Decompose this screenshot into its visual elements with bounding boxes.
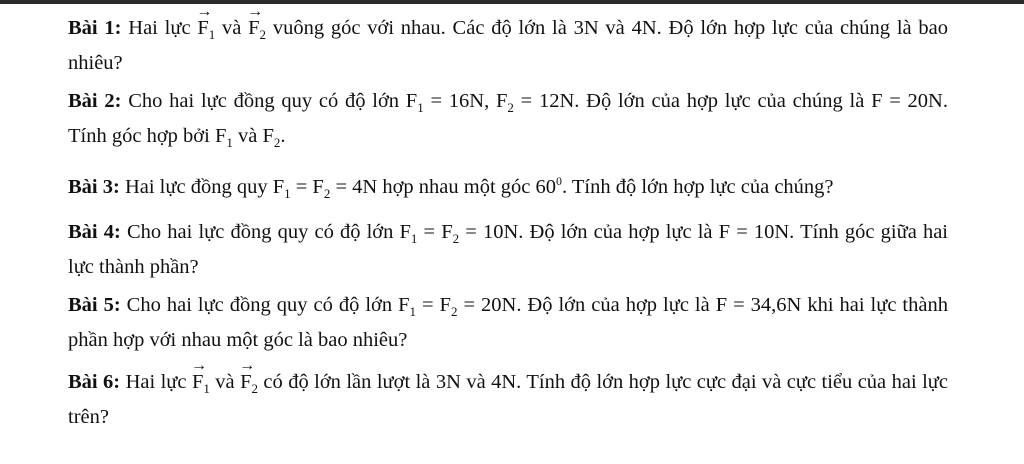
problem-label: Bài 2: — [68, 90, 122, 113]
problem-text: Cho hai lực đồng quy có độ lớn F — [120, 221, 411, 244]
problem-5 — [68, 291, 948, 354]
subscript: 1 — [417, 100, 424, 116]
problem-6 — [68, 357, 948, 431]
problem-1 — [68, 3, 948, 77]
problem-text: và — [215, 17, 249, 39]
vector-subscript: 2 — [259, 27, 267, 43]
problem-text: = F — [290, 176, 324, 199]
problem-text: Hai lực — [120, 371, 192, 394]
vector-subscript: 1 — [203, 381, 210, 397]
subscript: 1 — [226, 135, 233, 151]
vector-symbol: F — [240, 371, 252, 394]
problem-4 — [68, 218, 948, 281]
vector-symbol: F — [248, 17, 260, 39]
vector-arrow-icon: → — [196, 3, 213, 20]
problem-text: = F — [417, 221, 453, 244]
problem-text: = F — [416, 294, 451, 317]
problem-text: và F — [232, 125, 274, 148]
problem-text: Cho hai lực đồng quy có độ lớn F — [121, 90, 418, 113]
problem-text: Hai lực — [121, 17, 198, 39]
subscript: 2 — [323, 186, 331, 202]
problem-label: Bài 3: — [68, 176, 120, 199]
vector-f1 — [190, 357, 210, 403]
vector-arrow-icon: → — [239, 357, 256, 375]
top-border — [0, 0, 1024, 4]
subscript: 2 — [507, 100, 514, 116]
vector-f2 — [247, 3, 267, 49]
subscript: 2 — [450, 304, 458, 320]
problem-3 — [68, 167, 948, 208]
subscript: 1 — [284, 186, 291, 202]
problem-label: Bài 6: — [68, 371, 121, 394]
problem-sheet — [68, 3, 948, 441]
vector-arrow-icon: → — [190, 357, 207, 375]
problem-text: = 20N. Độ lớn của hợp lực là F = 34,6N khi hai lực thành phần hợp với nhau một góc là bao nhiêu? — [68, 294, 948, 352]
problem-text: có độ lớn lần lượt là 3N và 4N. Tính độ lớn hợp lực cực đại và cực tiểu của hai lực trên? — [68, 371, 948, 429]
vector-arrow-icon: → — [247, 3, 264, 20]
subscript: 1 — [409, 304, 417, 320]
vector-subscript: 2 — [251, 381, 258, 397]
problem-text: = 12N. Độ lớn của hợp lực của chúng là F = 20N. Tính góc hợp bởi F — [68, 90, 948, 148]
problem-text: Hai lực đồng quy F — [119, 176, 285, 199]
subscript: 1 — [410, 231, 418, 247]
problem-2 — [68, 87, 948, 157]
problem-label: Bài 5: — [68, 294, 121, 317]
problem-text: . — [280, 125, 286, 148]
problem-text: . Tính độ lớn hợp lực của chúng? — [562, 176, 834, 199]
problem-text: = 4N hợp nhau một góc 60 — [330, 176, 556, 199]
problem-text: = 16N, F — [423, 90, 508, 113]
vector-f1 — [196, 3, 216, 49]
problem-label: Bài 4: — [68, 221, 121, 244]
problem-text: vuông góc với nhau. Các độ lớn là 3N và 4N. Độ lớn hợp lực của chúng là bao nhiêu? — [68, 17, 948, 75]
vector-f2 — [239, 357, 258, 403]
vector-symbol: F — [197, 17, 209, 39]
subscript: 2 — [452, 231, 460, 247]
problem-text: = 10N. Độ lớn của hợp lực là F = 10N. Tính góc giữa hai lực thành phần? — [68, 221, 948, 279]
problem-text: Cho hai lực đồng quy có độ lớn F — [120, 294, 410, 317]
subscript: 2 — [273, 135, 281, 151]
problem-text: và — [209, 371, 241, 394]
vector-symbol: F — [191, 371, 204, 394]
problem-label: Bài 1: — [68, 17, 122, 39]
vector-subscript: 1 — [208, 27, 216, 43]
superscript: 0 — [556, 174, 562, 189]
